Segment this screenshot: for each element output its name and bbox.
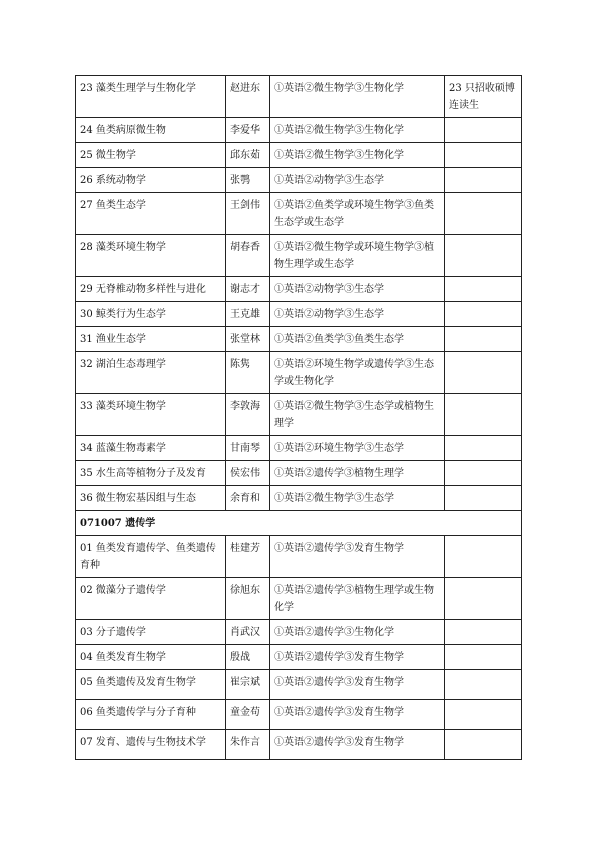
- supervisor-cell: 甘南琴: [226, 436, 270, 461]
- research-direction-cell: 23 藻类生理学与生物化学: [76, 76, 226, 118]
- supervisor-cell: 侯宏伟: [226, 461, 270, 486]
- research-direction-cell: 03 分子遗传学: [76, 620, 226, 645]
- exam-subjects-cell: ①英语②微生物学③生物化学: [270, 118, 445, 143]
- note-cell: [445, 700, 522, 730]
- table-row: [76, 118, 522, 143]
- supervisor-cell: 殷战: [226, 645, 270, 670]
- table-row: [76, 700, 522, 730]
- research-direction-cell: 01 鱼类发育遗传学、鱼类遗传育种: [76, 536, 226, 578]
- research-direction-cell: 28 藻类环境生物学: [76, 235, 226, 277]
- note-cell: [445, 645, 522, 670]
- research-direction-cell: 26 系统动物学: [76, 168, 226, 193]
- table-row: [76, 277, 522, 302]
- exam-subjects-cell: ①英语②遗传学③发育生物学: [270, 700, 445, 730]
- exam-subjects-cell: ①英语②鱼类学③鱼类生态学: [270, 327, 445, 352]
- note-cell: [445, 352, 522, 394]
- supervisor-cell: 王剑伟: [226, 193, 270, 235]
- exam-subjects-cell: ①英语②鱼类学或环境生物学③鱼类生态学或生态学: [270, 193, 445, 235]
- note-cell: [445, 235, 522, 277]
- table-row: [76, 76, 522, 118]
- note-cell: [445, 327, 522, 352]
- exam-subjects-cell: ①英语②环境生物学或遗传学③生态学或生物化学: [270, 352, 445, 394]
- supervisor-cell: 徐旭东: [226, 578, 270, 620]
- note-cell: [445, 143, 522, 168]
- exam-subjects-cell: ①英语②动物学③生态学: [270, 302, 445, 327]
- research-direction-cell: 30 鲸类行为生态学: [76, 302, 226, 327]
- table-row: [76, 436, 522, 461]
- table-row: [76, 394, 522, 436]
- table-row: [76, 578, 522, 620]
- section-row: [76, 511, 522, 536]
- research-direction-cell: 04 鱼类发育生物学: [76, 645, 226, 670]
- supervisor-cell: 张堂林: [226, 327, 270, 352]
- supervisor-cell: 崔宗斌: [226, 670, 270, 700]
- exam-subjects-cell: ①英语②遗传学③植物生理学或生物化学: [270, 578, 445, 620]
- research-direction-cell: 34 蓝藻生物毒素学: [76, 436, 226, 461]
- supervisor-cell: 李爱华: [226, 118, 270, 143]
- exam-subjects-cell: ①英语②遗传学③发育生物学: [270, 645, 445, 670]
- section-heading: [76, 511, 522, 536]
- exam-subjects-cell: ①英语②动物学③生态学: [270, 168, 445, 193]
- note-cell: [445, 486, 522, 511]
- table-row: [76, 461, 522, 486]
- research-direction-cell: 06 鱼类遗传学与分子育种: [76, 700, 226, 730]
- note-cell: [445, 461, 522, 486]
- table-row: [76, 486, 522, 511]
- exam-subjects-cell: ①英语②环境生物学③生态学: [270, 436, 445, 461]
- exam-subjects-cell: ①英语②遗传学③发育生物学: [270, 536, 445, 578]
- supervisor-cell: 肖武汉: [226, 620, 270, 645]
- supervisor-cell: 桂建芳: [226, 536, 270, 578]
- table-row: [76, 730, 522, 760]
- table-row: [76, 168, 522, 193]
- exam-subjects-cell: ①英语②微生物学③生物化学: [270, 143, 445, 168]
- note-cell: [445, 394, 522, 436]
- supervisor-cell: 李敦海: [226, 394, 270, 436]
- supervisor-cell: 张鹗: [226, 168, 270, 193]
- program-table-body: [76, 76, 522, 760]
- section-name: 遗传学: [125, 518, 156, 529]
- research-direction-cell: 33 藻类环境生物学: [76, 394, 226, 436]
- supervisor-cell: 邱东茹: [226, 143, 270, 168]
- table-row: [76, 620, 522, 645]
- exam-subjects-cell: ①英语②微生物学③生态学: [270, 486, 445, 511]
- note-cell: [445, 670, 522, 700]
- research-direction-cell: 29 无脊椎动物多样性与进化: [76, 277, 226, 302]
- program-table: [75, 75, 522, 760]
- table-row: [76, 143, 522, 168]
- table-row: [76, 670, 522, 700]
- research-direction-cell: 02 微藻分子遗传学: [76, 578, 226, 620]
- note-cell: [445, 730, 522, 760]
- note-cell: [445, 277, 522, 302]
- research-direction-cell: 35 水生高等植物分子及发育: [76, 461, 226, 486]
- supervisor-cell: 赵进东: [226, 76, 270, 118]
- note-cell: [445, 620, 522, 645]
- research-direction-cell: 31 渔业生态学: [76, 327, 226, 352]
- table-row: [76, 536, 522, 578]
- exam-subjects-cell: ①英语②动物学③生态学: [270, 277, 445, 302]
- research-direction-cell: 07 发育、遗传与生物技术学: [76, 730, 226, 760]
- supervisor-cell: 胡春香: [226, 235, 270, 277]
- exam-subjects-cell: ①英语②遗传学③发育生物学: [270, 730, 445, 760]
- exam-subjects-cell: ①英语②微生物学③生态学或植物生理学: [270, 394, 445, 436]
- exam-subjects-cell: ①英语②遗传学③植物生理学: [270, 461, 445, 486]
- note-cell: [445, 168, 522, 193]
- section-code: 071007: [80, 518, 122, 529]
- supervisor-cell: 朱作言: [226, 730, 270, 760]
- research-direction-cell: 27 鱼类生态学: [76, 193, 226, 235]
- note-cell: [445, 536, 522, 578]
- table-row: [76, 327, 522, 352]
- table-row: [76, 352, 522, 394]
- research-direction-cell: 36 微生物宏基因组与生态: [76, 486, 226, 511]
- exam-subjects-cell: ①英语②遗传学③生物化学: [270, 620, 445, 645]
- research-direction-cell: 24 鱼类病原微生物: [76, 118, 226, 143]
- table-row: [76, 302, 522, 327]
- research-direction-cell: 25 微生物学: [76, 143, 226, 168]
- supervisor-cell: 余育和: [226, 486, 270, 511]
- table-row: [76, 193, 522, 235]
- supervisor-cell: 童金苟: [226, 700, 270, 730]
- note-cell: [445, 578, 522, 620]
- note-cell: [445, 193, 522, 235]
- supervisor-cell: 王克雄: [226, 302, 270, 327]
- table-row: [76, 645, 522, 670]
- note-cell: [445, 118, 522, 143]
- exam-subjects-cell: ①英语②微生物学③生物化学: [270, 76, 445, 118]
- research-direction-cell: 05 鱼类遗传及发育生物学: [76, 670, 226, 700]
- supervisor-cell: 谢志才: [226, 277, 270, 302]
- exam-subjects-cell: ①英语②微生物学或环境生物学③植物生理学或生态学: [270, 235, 445, 277]
- supervisor-cell: 陈隽: [226, 352, 270, 394]
- note-cell: [445, 436, 522, 461]
- note-cell: 23 只招收硕博连读生: [445, 76, 522, 118]
- table-row: [76, 235, 522, 277]
- note-cell: [445, 302, 522, 327]
- research-direction-cell: 32 湖泊生态毒理学: [76, 352, 226, 394]
- exam-subjects-cell: ①英语②遗传学③发育生物学: [270, 670, 445, 700]
